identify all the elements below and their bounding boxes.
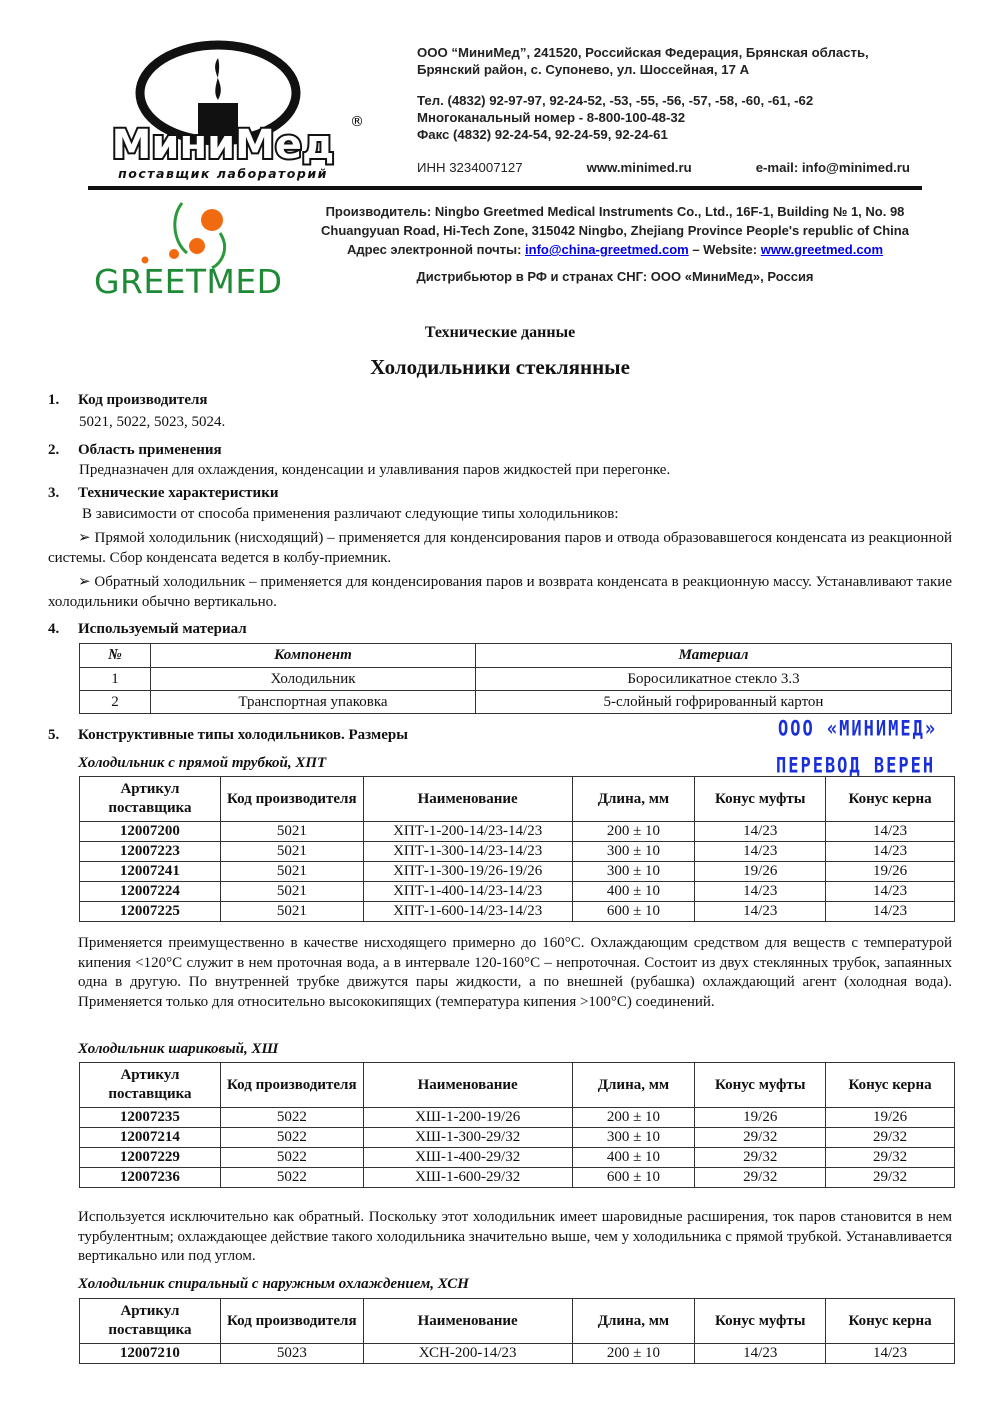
svg-text:GREETMED: GREETMED — [94, 262, 282, 301]
col-header: Материал — [476, 644, 952, 668]
straight-condenser-note: Применяется преимущественно в качестве нисходящего примерно до 160°С. Охлаждающим средством для веществ с температурой кипения <120°С служит в нем проточная вода, а в интервале 120-160°С – непроточная. Состоит из двух стеклянных трубок, запаянных одна в другую. По внутренней трубке движутся пары жидкости, а по внешней (рубашка) охлаждающий агент (холодная вода). Применяется только для относительно высококипящих (температура кипения >100°С) соединений. — [78, 935, 952, 1010]
col-header: Наименование — [363, 1299, 572, 1344]
table-row — [80, 1168, 955, 1188]
cell: Боросиликатное стекло 3.3 — [476, 668, 952, 691]
cell: 600 ± 10 — [572, 1168, 695, 1188]
cell: 12007210 — [80, 1344, 221, 1364]
svg-text:МиниМед: МиниМед — [111, 122, 335, 168]
inn: ИНН 3234007127 — [417, 160, 523, 175]
col-header: Конус муфты — [695, 777, 826, 822]
cell: 14/23 — [695, 902, 826, 922]
col-header: Артикул поставщика — [80, 1063, 221, 1108]
table-title: Холодильник с прямой трубкой, ХПТ — [78, 755, 327, 771]
table-title: Холодильник спиральный с наружным охлаждением, ХСН — [78, 1276, 469, 1292]
multichannel-phone: Многоканальный номер - 8-800-100-48-32 — [417, 110, 686, 125]
col-header: Конус муфты — [695, 1063, 826, 1108]
cell: 5021 — [220, 882, 363, 902]
col-header: Конус керна — [826, 777, 955, 822]
cell: ХПТ-1-200-14/23-14/23 — [363, 822, 572, 842]
cell: 12007224 — [80, 882, 221, 902]
cell: 14/23 — [826, 822, 955, 842]
cell: 29/32 — [695, 1148, 826, 1168]
cell: 5021 — [220, 902, 363, 922]
types-intro: В зависимости от способа применения различают следующие типы холодильников: — [82, 506, 619, 522]
table-row — [80, 882, 955, 902]
section-number: 1. — [48, 392, 60, 408]
col-header: Конус муфты — [695, 1299, 826, 1344]
col-header: Код производителя — [220, 777, 363, 822]
cell: 5022 — [220, 1148, 363, 1168]
cell: 12007229 — [80, 1148, 221, 1168]
phone: Тел. (4832) 92-97-97, 92-24-52, -53, -55, -56, -57, -58, -60, -61, -62 — [417, 93, 814, 108]
cell: 14/23 — [826, 842, 955, 862]
section-title: Конструктивные типы холодильников. Размеры — [78, 727, 408, 743]
section-number: 3. — [48, 485, 60, 501]
cell: 300 ± 10 — [572, 862, 695, 882]
materials-table — [79, 643, 952, 714]
table-row — [80, 822, 955, 842]
svg-text:поставщик лабораторий: поставщик лабораторий — [118, 166, 328, 181]
doc-title: Холодильники стеклянные — [370, 355, 630, 379]
bullet-direct-condenser: ➢ Прямой холодильник (нисходящий) – применяется для конденсирования паров и отвода образовавшегося конденсата из реакционной системы. Сбор конденсата ведется в колбу-приемник. — [48, 530, 952, 566]
cell: 300 ± 10 — [572, 1128, 695, 1148]
col-header: Наименование — [363, 1063, 572, 1108]
bulb-condenser-table — [79, 1062, 955, 1188]
cell: 14/23 — [695, 842, 826, 862]
manufacturer-codes: 5021, 5022, 5023, 5024. — [79, 414, 226, 430]
minimed-logo — [88, 38, 364, 183]
table-row — [80, 1344, 955, 1364]
cell: 600 ± 10 — [572, 902, 695, 922]
col-header: Код производителя — [220, 1299, 363, 1344]
cell: ХШ-1-300-29/32 — [363, 1128, 572, 1148]
table-row — [80, 668, 952, 691]
straight-condenser-table — [79, 776, 955, 922]
section-title: Область применения — [78, 442, 222, 458]
manufacturer-email-link[interactable]: info@china-greetmed.com — [525, 242, 689, 257]
cell: ХПТ-1-300-19/26-19/26 — [363, 862, 572, 882]
address-line2: Брянский район, с. Супонево, ул. Шоссейная, 17 А — [417, 62, 750, 77]
col-header: Длина, мм — [572, 1299, 695, 1344]
address-line1: ООО “МиниМед”, 241520, Российская Федерация, Брянская область, — [417, 45, 869, 60]
cell: 12007241 — [80, 862, 221, 882]
cell: 200 ± 10 — [572, 822, 695, 842]
col-header: Длина, мм — [572, 1063, 695, 1108]
cell: 12007235 — [80, 1108, 221, 1128]
cell: 14/23 — [695, 882, 826, 902]
cell: 12007223 — [80, 842, 221, 862]
cell: 1 — [80, 668, 151, 691]
stamp-company: ООО «МИНИМЕД» — [778, 716, 938, 742]
manufacturer-line2: Chuangyuan Road, Hi-Tech Zone, 315042 Ningbo, Zhejiang Province People's republic of China — [321, 223, 909, 238]
distributor: Дистрибьютор в РФ и странах СНГ: ООО «МиниМед», Россия — [416, 269, 814, 284]
cell: 12007225 — [80, 902, 221, 922]
greetmed-logo — [92, 198, 287, 301]
cell: ХШ-1-600-29/32 — [363, 1168, 572, 1188]
col-header: Длина, мм — [572, 777, 695, 822]
cell: 19/26 — [826, 862, 955, 882]
manufacturer-line1: Производитель: Ningbo Greetmed Medical Instruments Co., Ltd., 16F-1, Building № 1, No. 98 — [325, 204, 905, 219]
cell: 29/32 — [826, 1128, 955, 1148]
cell: 12007200 — [80, 822, 221, 842]
table-title: Холодильник шариковый, ХШ — [78, 1041, 279, 1057]
section-number: 2. — [48, 442, 60, 458]
cell: 29/32 — [826, 1148, 955, 1168]
doc-subtitle: Технические данные — [424, 324, 576, 341]
section-title: Используемый материал — [78, 621, 247, 637]
cell: 5022 — [220, 1128, 363, 1148]
cell: 19/26 — [695, 1108, 826, 1128]
cell: ХШ-1-200-19/26 — [363, 1108, 572, 1128]
header-divider — [88, 186, 922, 190]
col-header: Наименование — [363, 777, 572, 822]
cell: 5021 — [220, 822, 363, 842]
col-header: Артикул поставщика — [80, 777, 221, 822]
table-row — [80, 1148, 955, 1168]
section-number: 4. — [48, 621, 60, 637]
col-header: Компонент — [151, 644, 476, 668]
table-row — [80, 691, 952, 714]
cell: 19/26 — [695, 862, 826, 882]
cell: 200 ± 10 — [572, 1108, 695, 1128]
cell: 14/23 — [826, 902, 955, 922]
cell: ХПТ-1-400-14/23-14/23 — [363, 882, 572, 902]
fax: Факс (4832) 92-24-54, 92-24-59, 92-24-61 — [417, 127, 668, 142]
cell: 29/32 — [826, 1168, 955, 1188]
cell: 19/26 — [826, 1108, 955, 1128]
cell: 200 ± 10 — [572, 1344, 695, 1364]
email-link[interactable]: e-mail: info@minimed.ru — [755, 160, 910, 175]
cell: 14/23 — [826, 1344, 955, 1364]
svg-text:®: ® — [350, 114, 364, 130]
cell: 29/32 — [695, 1168, 826, 1188]
col-header: Код производителя — [220, 1063, 363, 1108]
stamp-translation-certified: ПЕРЕВОД ВЕРЕН — [776, 753, 936, 779]
table-row — [80, 1128, 955, 1148]
website-link[interactable]: www.minimed.ru — [586, 160, 692, 175]
cell: 14/23 — [826, 882, 955, 902]
cell: ХПТ-1-600-14/23-14/23 — [363, 902, 572, 922]
cell: 12007214 — [80, 1128, 221, 1148]
cell: Холодильник — [151, 668, 476, 691]
cell: 300 ± 10 — [572, 842, 695, 862]
col-header: Артикул поставщика — [80, 1299, 221, 1344]
table-row — [80, 902, 955, 922]
bullet-reflux-condenser: ➢ Обратный холодильник – применяется для конденсирования паров и возврата конденсата в реакционную массу. Устанавливают такие холодильники обычно вертикально. — [48, 574, 952, 610]
cell: 29/32 — [695, 1128, 826, 1148]
cell: ХШ-1-400-29/32 — [363, 1148, 572, 1168]
cell: 5022 — [220, 1168, 363, 1188]
section-title: Код производителя — [78, 392, 208, 408]
email-label: Адрес электронной почты: — [346, 242, 526, 257]
cell: 12007236 — [80, 1168, 221, 1188]
cell: 14/23 — [695, 822, 826, 842]
cell: 400 ± 10 — [572, 882, 695, 902]
table-row — [80, 842, 955, 862]
cell: ХПТ-1-300-14/23-14/23 — [363, 842, 572, 862]
cell: 2 — [80, 691, 151, 714]
cell: 5021 — [220, 842, 363, 862]
cell: ХСН-200-14/23 — [363, 1344, 572, 1364]
col-header: № — [80, 644, 151, 668]
cell: 400 ± 10 — [572, 1148, 695, 1168]
bulb-condenser-note: Используется исключительно как обратный. Поскольку этот холодильник имеет шаровидные расширения, ток паров становится в нем турбулентным; охлаждающее действие такого холодильника значительно выше, чем у холодильника с прямой трубкой. Устанавливается вертикально или под углом. — [78, 1209, 952, 1264]
table-row — [80, 1108, 955, 1128]
section-number: 5. — [48, 727, 60, 743]
cell: 5023 — [220, 1344, 363, 1364]
cell: 5022 — [220, 1108, 363, 1128]
section-title: Технические характеристики — [78, 485, 279, 501]
table-row — [80, 862, 955, 882]
application-text: Предназначен для охлаждения, конденсации и улавливания паров жидкостей при перегонке. — [79, 462, 671, 478]
col-header: Конус керна — [826, 1063, 955, 1108]
company-contacts — [417, 44, 910, 176]
cell: 14/23 — [695, 1344, 826, 1364]
cell: Транспортная упаковка — [151, 691, 476, 714]
cell: 5021 — [220, 862, 363, 882]
website-label: – Website: — [688, 242, 761, 257]
cell: 5-слойный гофрированный картон — [476, 691, 952, 714]
manufacturer-website-link[interactable]: www.greetmed.com — [760, 242, 884, 257]
col-header: Конус керна — [826, 1299, 955, 1344]
coil-condenser-table — [79, 1298, 955, 1364]
manufacturer-info — [300, 202, 930, 286]
